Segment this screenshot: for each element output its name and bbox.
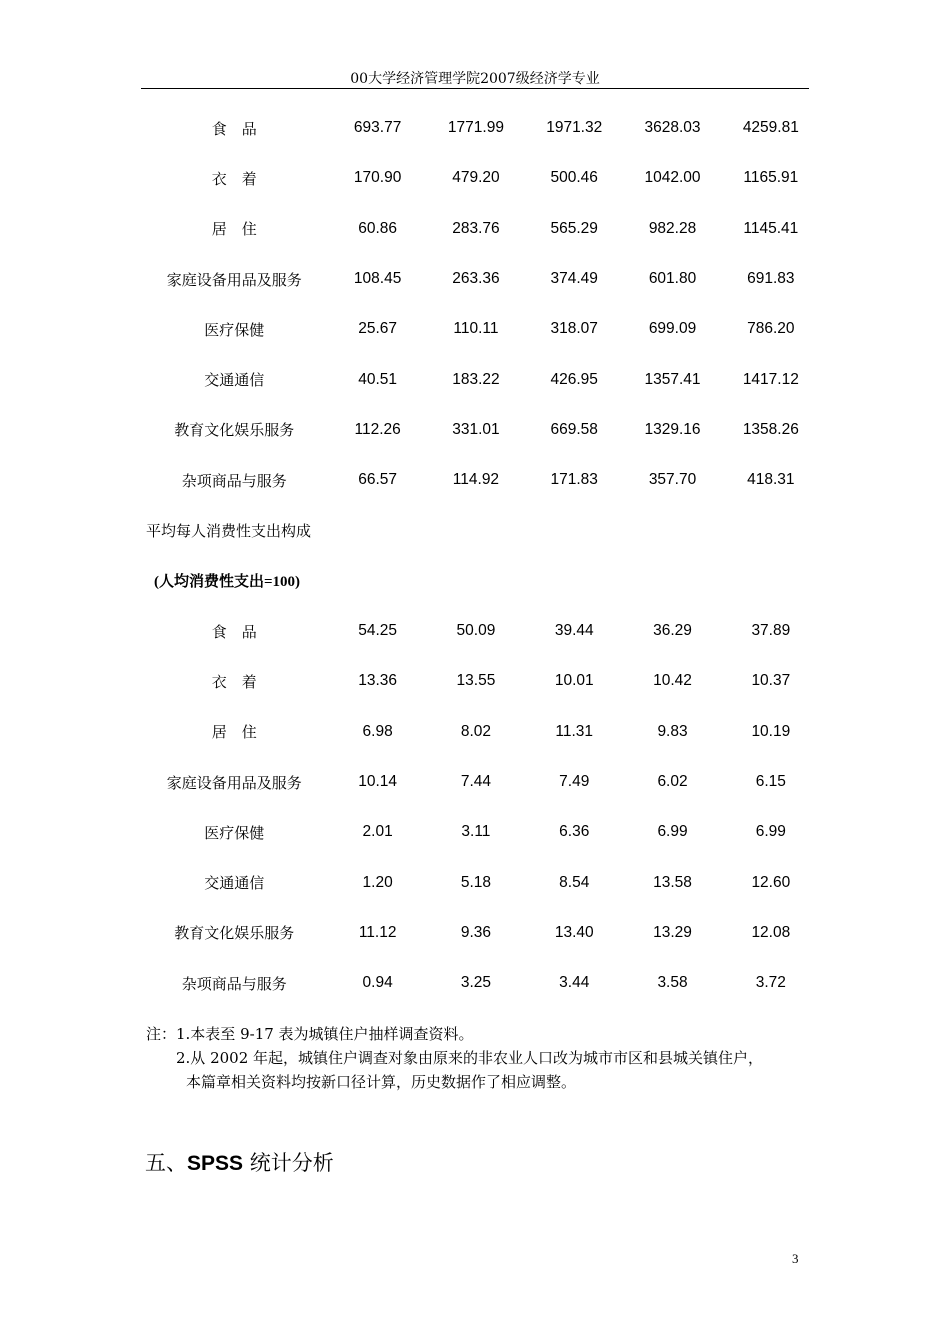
table-cell: 263.36 <box>452 270 500 288</box>
table-cell: 39.44 <box>554 622 594 640</box>
table-cell: 5.18 <box>460 873 492 891</box>
table-cell: 6.36 <box>559 823 590 841</box>
expenditure-structure-block <box>140 606 820 1008</box>
note-line-3: 本篇章相关资料均按新口径计算，历史数据作了相应调整。 <box>186 1073 577 1091</box>
table-cell: 3.25 <box>460 974 492 992</box>
page-header: 00大学经济管理学院2007级经济学专业 <box>350 71 600 87</box>
section-title-row <box>140 505 820 555</box>
section-subtitle: (人均消费性支出=100) <box>154 574 301 591</box>
table-cell: 66.57 <box>358 471 398 489</box>
table-cell: 0.94 <box>362 974 393 992</box>
table-cell: 13.55 <box>456 672 496 690</box>
row-label: 家庭设备用品及服务 <box>166 773 302 792</box>
row-label: 教育文化娱乐服务 <box>174 421 295 440</box>
table-cell: 7.44 <box>460 773 492 790</box>
header-rule <box>141 88 809 89</box>
table-cell: 1771.99 <box>447 119 504 137</box>
table-cell: 13.40 <box>554 923 594 941</box>
table-cell: 601.80 <box>648 270 697 288</box>
table-cell: 54.25 <box>358 622 398 640</box>
table-cell: 6.99 <box>755 823 786 841</box>
table-cell: 331.01 <box>452 420 500 438</box>
table-row <box>140 908 820 958</box>
table-row <box>140 707 820 757</box>
table-cell: 1042.00 <box>644 169 701 187</box>
section-title: 平均每人消费性支出构成 <box>146 522 312 541</box>
row-label: 教育文化娱乐服务 <box>174 924 295 943</box>
table-cell: 108.45 <box>353 270 402 288</box>
table-cell: 426.95 <box>550 370 598 388</box>
table-cell: 1971.32 <box>546 119 603 137</box>
table-cell: 699.09 <box>648 320 697 338</box>
table-cell: 12.60 <box>751 873 791 891</box>
table-cell: 10.14 <box>358 773 398 790</box>
table-cell: 2.01 <box>362 823 393 841</box>
table-cell: 8.02 <box>460 722 492 740</box>
table-cell: 3.58 <box>657 974 688 992</box>
table-cell: 691.83 <box>747 270 795 288</box>
section-heading <box>145 1148 334 1179</box>
section-subtitle-row <box>140 556 820 606</box>
table-cell: 3.72 <box>755 974 786 992</box>
table-cell: 6.98 <box>362 722 393 740</box>
table-row <box>140 204 820 254</box>
table-row <box>140 455 820 505</box>
table-cell: 3628.03 <box>644 119 701 137</box>
table-cell: 10.37 <box>751 672 791 690</box>
table-row <box>140 958 820 1008</box>
note-line-2: 2.从 2002 年起，城镇住户调查对象由原来的非农业人口改为城市市区和县城关镇住户， <box>176 1049 764 1067</box>
table-cell: 3.44 <box>559 974 590 992</box>
section-heading-latin: SPSS <box>187 1152 244 1175</box>
table-cell: 11.31 <box>555 722 594 740</box>
table-cell: 10.01 <box>554 672 594 690</box>
table-cell: 1145.41 <box>743 219 799 237</box>
table-row <box>140 405 820 455</box>
table-cell: 60.86 <box>358 219 398 237</box>
table-cell: 357.70 <box>648 471 697 489</box>
table-cell: 1358.26 <box>742 420 799 438</box>
row-label: 交通通信 <box>204 371 265 390</box>
table-cell: 25.67 <box>358 320 398 338</box>
section-heading-suffix: 统计分析 <box>243 1151 334 1175</box>
table-notes <box>146 1022 816 1094</box>
table-cell: 170.90 <box>353 169 402 187</box>
table-cell: 6.02 <box>657 773 688 790</box>
table-cell: 12.08 <box>751 923 791 941</box>
table-row <box>140 304 820 354</box>
page-number: 3 <box>792 1251 799 1266</box>
row-label: 食 品 <box>211 119 257 138</box>
table-row <box>140 807 820 857</box>
section-heading-prefix: 五、 <box>145 1151 187 1175</box>
table-cell: 786.20 <box>747 320 795 338</box>
table-row <box>140 103 820 153</box>
table-cell: 9.36 <box>460 923 492 941</box>
row-label: 杂项商品与服务 <box>181 471 287 490</box>
table-cell: 110.11 <box>453 320 499 338</box>
row-label: 衣 着 <box>211 672 257 691</box>
table-cell: 13.36 <box>358 672 398 690</box>
row-label: 医疗保健 <box>204 823 265 842</box>
table-cell: 1417.12 <box>742 370 799 388</box>
table-cell: 318.07 <box>550 320 598 338</box>
table-cell: 693.77 <box>353 119 402 137</box>
row-label: 居 住 <box>211 723 257 742</box>
table-cell: 114.92 <box>452 471 500 489</box>
row-label: 居 住 <box>211 220 257 239</box>
table-cell: 500.46 <box>550 169 598 187</box>
table-cell: 37.89 <box>751 622 791 640</box>
table-cell: 8.54 <box>559 873 590 891</box>
table-cell: 13.29 <box>653 923 692 941</box>
table-cell: 565.29 <box>550 219 598 237</box>
structure-section-header <box>140 505 820 606</box>
table-cell: 6.15 <box>755 773 786 790</box>
table-cell: 50.09 <box>456 622 496 640</box>
table-cell: 11.12 <box>358 923 397 941</box>
table-cell: 10.42 <box>653 672 692 690</box>
row-label: 食 品 <box>211 622 257 641</box>
table-cell: 40.51 <box>358 370 398 388</box>
table-cell: 418.31 <box>747 471 795 489</box>
table-cell: 171.83 <box>550 471 598 489</box>
row-label: 杂项商品与服务 <box>181 974 287 993</box>
table-row <box>140 857 820 907</box>
table-cell: 6.99 <box>657 823 688 841</box>
table-cell: 7.49 <box>559 773 590 790</box>
table-row <box>140 354 820 404</box>
table-cell: 183.22 <box>452 370 500 388</box>
row-label: 家庭设备用品及服务 <box>166 270 302 289</box>
table-row <box>140 153 820 203</box>
table-cell: 112.26 <box>354 420 401 438</box>
row-label: 医疗保健 <box>204 320 265 339</box>
row-label: 衣 着 <box>211 169 257 188</box>
table-cell: 4259.81 <box>742 119 799 137</box>
table-row <box>140 254 820 304</box>
expenditure-amount-block <box>140 103 820 505</box>
row-label: 交通通信 <box>204 874 265 893</box>
table-cell: 982.28 <box>648 219 697 237</box>
table-row <box>140 757 820 807</box>
table-cell: 374.49 <box>550 270 598 288</box>
table-cell: 1165.91 <box>743 169 799 187</box>
table-cell: 1.20 <box>362 873 393 891</box>
table-cell: 669.58 <box>550 420 598 438</box>
table-cell: 1357.41 <box>644 370 701 388</box>
table-cell: 10.19 <box>751 722 791 740</box>
table-cell: 283.76 <box>452 219 500 237</box>
table-cell: 479.20 <box>452 169 500 187</box>
table-row <box>140 606 820 656</box>
table-cell: 13.58 <box>653 873 692 891</box>
table-cell: 1329.16 <box>644 420 701 438</box>
table-cell: 36.29 <box>653 622 692 640</box>
table-cell: 3.11 <box>461 823 491 841</box>
table-cell: 9.83 <box>657 722 688 740</box>
note-line-1: 注：1.本表至 9-17 表为城镇住户抽样调查资料。 <box>146 1025 474 1043</box>
consumption-table <box>140 103 820 1008</box>
table-row <box>140 656 820 706</box>
